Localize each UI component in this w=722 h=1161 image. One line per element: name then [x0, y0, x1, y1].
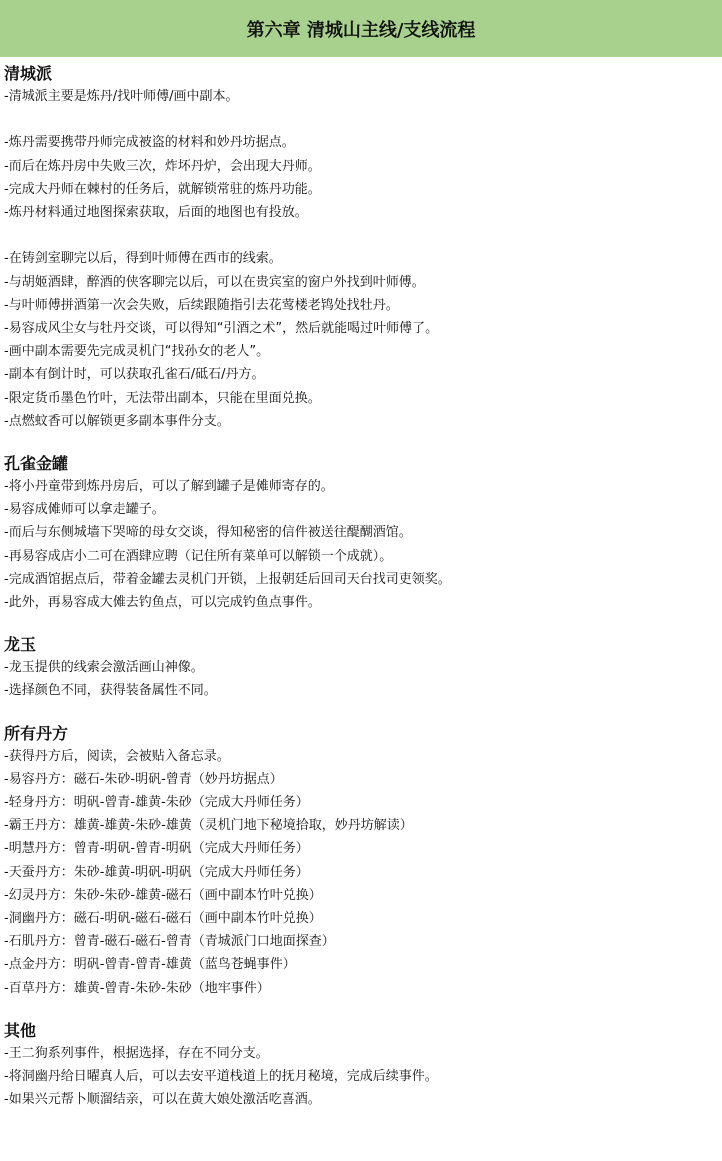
- text-line: -霸王丹方：雄黄-雄黄-朱砂-雄黄（灵机门地下秘境拾取，妙丹坊解读）: [4, 818, 413, 834]
- section-spacer: [4, 703, 722, 723]
- section-title: 清城派: [4, 64, 53, 83]
- section: [4, 63, 722, 433]
- text-line: -易容成傩师可以拿走罐子。: [4, 502, 165, 518]
- section: [4, 1020, 722, 1112]
- paragraph-spacer: [4, 108, 722, 131]
- text-line: -清城派主要是炼丹/找叶师傅/画中副本。: [4, 89, 239, 104]
- text-line: -再易容成店小二可在酒肆应聘（记住所有菜单可以解锁一个成就）。: [4, 548, 393, 564]
- section-title: 所有丹方: [4, 723, 69, 743]
- section-spacer: [4, 614, 722, 634]
- text-line: -此外，再易容成大傩去钓鱼点，可以完成钓鱼点事件。: [4, 595, 321, 611]
- text-line: -炼丹材料通过地图探索获取，后面的地图也有投放。: [4, 205, 308, 220]
- text-line: -完成大丹师在棘村的任务后，就解锁常驻的炼丹功能。: [4, 181, 321, 197]
- text-line: -点金丹方：明矾-曾青-曾青-雄黄（蓝鸟苍蝇事件）: [4, 957, 296, 973]
- text-line: -副本有倒计时，可以获取孔雀石/砥石/丹方。: [4, 367, 265, 383]
- text-line: -石肌丹方：曾青-磁石-磁石-曾青（青城派门口地面探查）: [4, 934, 335, 950]
- text-line: -限定货币墨色竹叶，无法带出副本，只能在里面兑换。: [4, 390, 321, 406]
- section-title: 龙玉: [4, 635, 37, 655]
- text-line: -易容成风尘女与牡丹交谈，可以得知“引酒之术”，然后就能喝过叶师傅了。: [4, 321, 439, 336]
- section: [4, 723, 722, 1000]
- text-line: -幻灵丹方：朱砂-朱砂-雄黄-磁石（画中副本竹叶兑换）: [4, 887, 322, 903]
- text-line: -将小丹童带到炼丹房后，可以了解到罐子是傩师寄存的。: [4, 479, 334, 495]
- section: [4, 634, 722, 702]
- section: [4, 453, 722, 614]
- document-body: [0, 57, 722, 1111]
- text-line: -轻身丹方：明矾-曾青-雄黄-朱砂（完成大丹师任务）: [4, 795, 309, 811]
- section-spacer: [4, 433, 722, 453]
- text-line: -百草丹方：雄黄-曾青-朱砂-朱砂（地牢事件）: [4, 980, 270, 996]
- text-line: -与胡姬酒肆，醉酒的侠客聊完以后，可以在贵宾室的窗户外找到叶师傅。: [4, 274, 425, 290]
- text-line: -而后与东侧城墙下哭啼的母女交谈，得知秘密的信件被送往醍醐酒馆。: [4, 525, 412, 541]
- section-title: 孔雀金罐: [4, 454, 69, 474]
- text-line: -如果兴元帮卜顺溜结亲，可以在黄大娘处激活吃喜酒。: [4, 1092, 321, 1108]
- text-line: -易容丹方：磁石-朱砂-明矾-曾青（妙丹坊据点）: [4, 771, 283, 787]
- text-line: -获得丹方后，阅读，会被贴入备忘录。: [4, 748, 230, 764]
- chapter-header: [0, 0, 722, 57]
- text-line: -炼丹需要携带丹师完成被盗的材料和妙丹坊据点。: [4, 135, 295, 151]
- paragraph-spacer: [4, 224, 722, 247]
- text-line: -将洞幽丹给日曜真人后，可以去安平道栈道上的抚月秘境，完成后续事件。: [4, 1069, 438, 1085]
- text-line: -王二狗系列事件，根据选择，存在不同分支。: [4, 1045, 269, 1061]
- text-line: -画中副本需要先完成灵机门“找孙女的老人”。: [4, 344, 270, 360]
- text-line: -而后在炼丹房中失败三次，炸坏丹炉，会出现大丹师。: [4, 158, 321, 174]
- text-line: -在铸剑室聊完以后，得到叶师傅在西市的线索。: [4, 251, 282, 267]
- text-line: -天蚕丹方：朱砂-雄黄-明矾-明矾（完成大丹师任务）: [4, 864, 309, 880]
- text-line: -点燃蚊香可以解锁更多副本事件分支。: [4, 413, 230, 429]
- text-line: -龙玉提供的线索会激活画山神像。: [4, 660, 204, 676]
- chapter-title: 第六章 清城山主线/支线流程: [246, 19, 476, 41]
- text-line: -完成酒馆据点后，带着金罐去灵机门开锁，上报朝廷后回司天台找司吏领奖。: [4, 571, 451, 587]
- section-spacer: [4, 1000, 722, 1020]
- text-line: -洞幽丹方：磁石-明矾-磁石-磁石（画中副本竹叶兑换）: [4, 911, 322, 927]
- text-line: -选择颜色不同，获得装备属性不同。: [4, 683, 217, 699]
- section-title: 其他: [4, 1020, 37, 1040]
- text-line: -明慧丹方：曾青-明矾-曾青-明矾（完成大丹师任务）: [4, 841, 309, 857]
- text-line: -与叶师傅拼酒第一次会失败，后续跟随指引去花莺楼老鸨处找牡丹。: [4, 297, 399, 313]
